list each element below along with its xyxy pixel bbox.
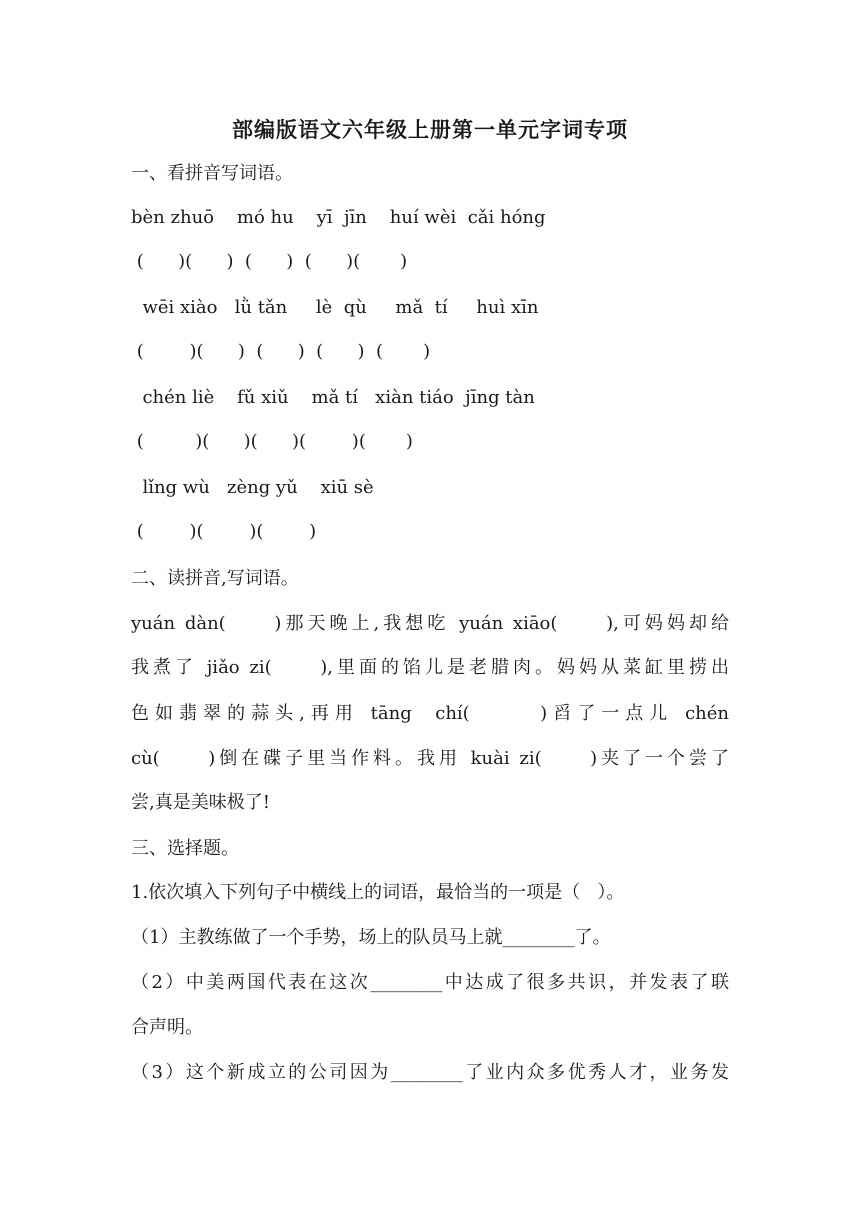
blank-row-1: ( )( ) ( ) ( )( ) bbox=[131, 251, 408, 272]
section2-paragraph-line: 尝,真是美味极了! bbox=[131, 792, 270, 813]
pinyin-row-2: wēi xiào lǜ tǎn lè qù mǎ tí huì xīn bbox=[131, 297, 539, 318]
section2-paragraph-line: 色如翡翠的蒜头,再用 tāng chí( )舀了一点儿 chén bbox=[131, 703, 729, 724]
pinyin-row-3: chén liè fǔ xiǔ mǎ tí xiàn tiáo jīng tàn bbox=[131, 387, 535, 408]
section3-heading: 三、选择题。 bbox=[131, 838, 239, 859]
page-title: 部编版语文六年级上册第一单元字词专项 bbox=[232, 117, 628, 142]
pinyin-row-1: bèn zhuō mó hu yī jīn huí wèi cǎi hóng bbox=[131, 207, 546, 228]
question-1-item-2-cont: 合声明。 bbox=[131, 1017, 203, 1038]
section2-heading: 二、读拼音,写词语。 bbox=[131, 568, 299, 589]
blank-row-3: ( )( )( )( )( ) bbox=[131, 431, 413, 452]
question-1-item-1: （1）主教练做了一个手势，场上的队员马上就________了。 bbox=[131, 927, 611, 948]
section2-paragraph-line: yuán dàn( )那天晚上,我想吃 yuán xiāo( ),可妈妈却给 bbox=[131, 613, 729, 634]
section2-paragraph-line: cù( )倒在碟子里当作料。我用 kuài zi( )夹了一个尝了 bbox=[131, 748, 729, 769]
section1-heading: 一、看拼音写词语。 bbox=[131, 163, 293, 184]
blank-row-4: ( )( )( ) bbox=[131, 521, 317, 542]
question-1-item-2: （2）中美两国代表在这次________中达成了很多共识，并发表了联 bbox=[131, 972, 729, 993]
blank-row-2: ( )( ) ( ) ( ) ( ) bbox=[131, 341, 431, 362]
question-1-item-3: （3）这个新成立的公司因为________了业内众多优秀人才，业务发 bbox=[131, 1062, 729, 1083]
section2-paragraph-line: 我煮了 jiǎo zi( ),里面的馅儿是老腊肉。妈妈从菜缸里捞出 bbox=[131, 657, 729, 678]
pinyin-row-4: lǐng wù zèng yǔ xiū sè bbox=[131, 477, 374, 498]
question-1-stem: 1.依次填入下列句子中横线上的词语，最恰当的一项是（ ）。 bbox=[131, 882, 625, 903]
